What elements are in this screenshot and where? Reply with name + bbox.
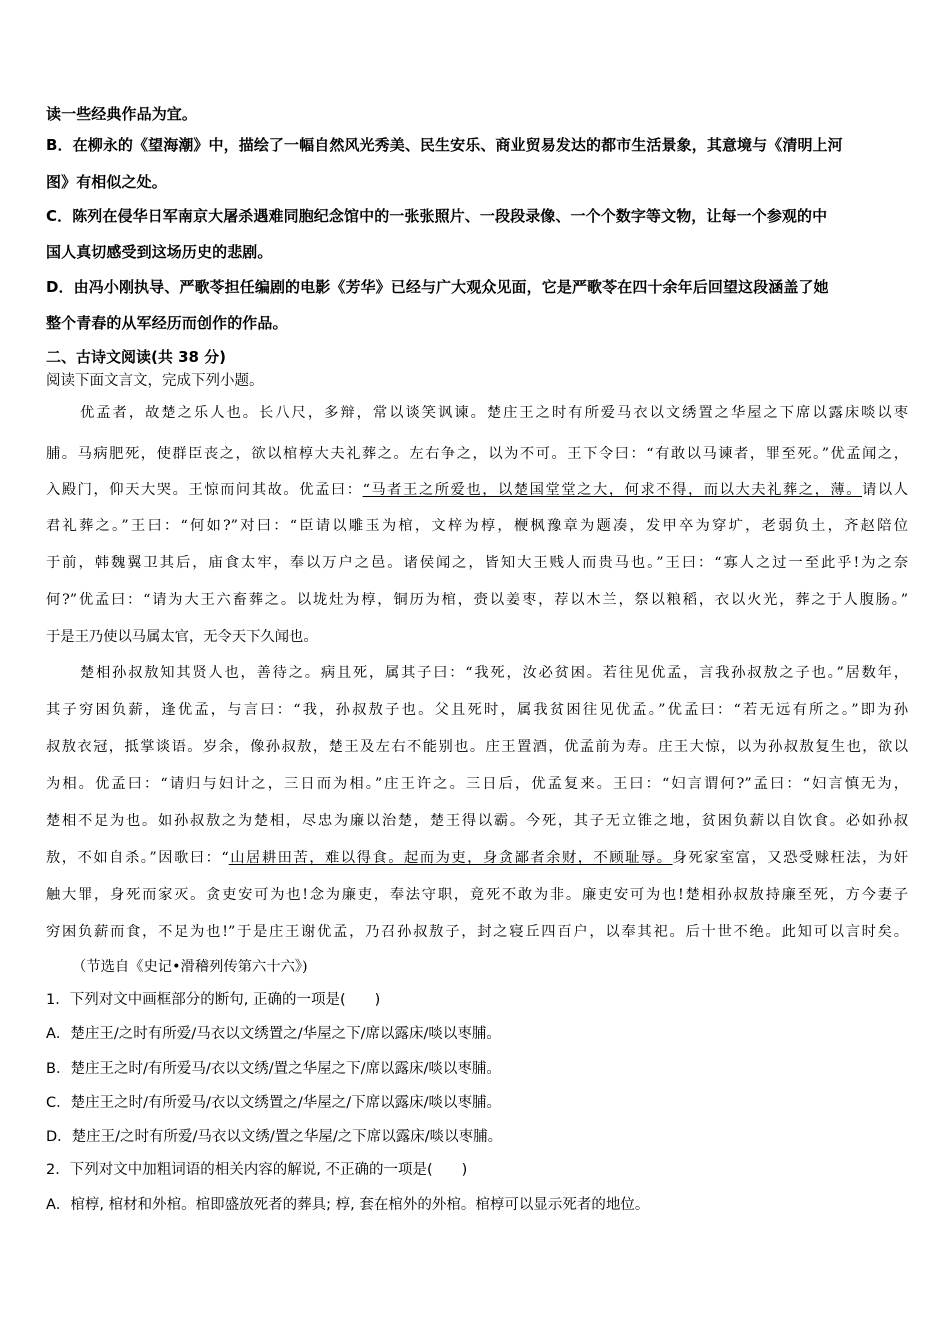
- option-b-line2: 图》有相似之处。: [46, 173, 167, 191]
- question-1-option-d[interactable]: D．楚庄王/之时有所爱/马衣以文绣/置之华屋/之下席以露床/啖以枣脯。: [46, 1129, 503, 1145]
- question-2: 2．下列对文中加粗词语的相关内容的解说, 不正确的一项是( ): [46, 1162, 468, 1178]
- passage-p1-line4: 君礼葬之。”王曰：“何如?”对曰：“臣请以雕玉为棺，文梓为椁，楩枫豫章为题凑，发甲卒为穿圹，老弱负土，齐赵陪位: [46, 518, 908, 534]
- option-d-line2: 整个青春的从军经历而创作的作品。: [46, 314, 288, 332]
- option-b-line1: B．在柳永的《望海潮》中，描绘了一幅自然风光秀美、民生安乐、商业贸易发达的都市生活景象，其意境与《清明上河: [46, 136, 843, 154]
- passage-p2-line2: 其子穷困负薪，逢优孟，与言曰：“我，孙叔敖子也。父且死时，属我贫困往见优孟。”优孟曰：“若无远有所之。”即为孙: [46, 702, 908, 718]
- passage-p1-line3: 入殿门，仰天大哭。王惊而问其故。优孟曰：“马者王之所爱也，以楚国堂堂之大，何求不得，而以大夫礼葬之，薄。请以人: [46, 482, 909, 498]
- passage-p2-line3: 叔敖衣冠，抵掌谈语。岁余，像孙叔敖，楚王及左右不能别也。庄王置酒，优孟前为寿。庄王大惊，以为孙叔敖复生也，欲以: [46, 739, 908, 755]
- option-a-tail: 读一些经典作品为宜。: [46, 105, 198, 123]
- passage-p2-line7: 触大罪，身死而家灭。贪吏安可为也!念为廉吏，奉法守职，竟死不敢为非。廉吏安可为也!楚相孙叔敖持廉至死，方今妻子: [46, 887, 908, 903]
- question-1-option-c[interactable]: C．楚庄王之时/有所爱马/衣以文绣置之/华屋之/下席以露床/啖以枣脯。: [46, 1095, 502, 1111]
- section-title: 二、古诗文阅读(共 38 分): [46, 348, 227, 366]
- passage-p1-line7: 于是王乃使以马属太官，无令天下久闻也。: [46, 629, 318, 645]
- question-1-option-a[interactable]: A．楚庄王/之时有所爱/马衣以文绣置之/华屋之下/席以露床/啖以枣脯。: [46, 1026, 501, 1042]
- passage-p1-line1: 优孟者，故楚之乐人也。长八尺，多辩，常以谈笑讽谏。楚庄王之时有所爱马衣以文绣置之华屋之下席以露床啖以枣: [80, 405, 908, 421]
- passage-p2-line4: 为相。优孟曰：“请归与妇计之，三日而为相。”庄王许之。三日后，优孟复来。王曰：“妇言谓何?”孟曰：“妇言慎无为，: [46, 776, 908, 792]
- passage-p1-line6: 何?”优孟曰：“请为大王六畜葬之。以垅灶为椁，铜历为棺，赍以姜枣，荐以木兰，祭以粮稻，衣以火光，葬之于人腹肠。”: [46, 592, 908, 608]
- option-c-line2: 国人真切感受到这场历史的悲剧。: [46, 243, 273, 261]
- passage-p1-line5: 于前，韩魏翼卫其后，庙食太牢，奉以万户之邑。诸侯闻之，皆知大王贱人而贵马也。”王曰：“寡人之过一至此乎!为之奈: [46, 555, 908, 571]
- option-d-line1: D．由冯小刚执导、严歌苓担任编剧的电影《芳华》已经与广大观众见面，它是严歌苓在四十余年后回望这段涵盖了她: [46, 278, 829, 296]
- passage-p2-line5: 楚相不足为也。如孙叔敖之为楚相，尽忠为廉以治楚，楚王得以霸。今死，其子无立锥之地，贫困负薪以自饮食。必如孙叔: [46, 813, 908, 829]
- boxed-sentence-1: “马者王之所爱也，以楚国堂堂之大，何求不得，而以大夫礼葬之，薄。: [362, 482, 863, 498]
- passage-p1-line2: 脯。马病肥死，使群臣丧之，欲以棺椁大夫礼葬之。左右争之，以为不可。王下令曰：“有敢以马谏者，罪至死。”优孟闻之，: [46, 446, 908, 462]
- section-instruction: 阅读下面文言文，完成下列小题。: [46, 373, 264, 389]
- passage-source: （节选自《史记•滑稽列传第六十六》): [72, 959, 308, 975]
- option-c-line1: C．陈列在侵华日军南京大屠杀遇难同胞纪念馆中的一张张照片、一段段录像、一个个数字等文物，让每一个参观的中: [46, 207, 828, 225]
- passage-p2-line1: 楚相孙叔敖知其贤人也，善待之。病且死，属其子曰：“我死，汝必贫困。若往见优孟，言我孙叔敖之子也。”居数年，: [80, 665, 908, 681]
- boxed-sentence-2: 山居耕田苦，难以得食。起而为吏，身贪鄙者余财，不顾耻辱。: [228, 850, 673, 866]
- question-1: 1．下列对文中画框部分的断句, 正确的一项是( ): [46, 992, 381, 1008]
- question-1-option-b[interactable]: B．楚庄王之时/有所爱马/衣以文绣/置之华屋之下/席以露床/啖以枣脯。: [46, 1061, 501, 1077]
- passage-p2-line8: 穷困负薪而食，不足为也!”于是庄王谢优孟，乃召孙叔敖子，封之寝丘四百户，以奉其祀。后十世不绝。此知可以言时矣。: [46, 924, 908, 940]
- question-2-option-a[interactable]: A．棺椁, 棺材和外棺。棺即盛放死者的葬具; 椁, 套在棺外的外棺。棺椁可以显示死者的地位。: [46, 1197, 650, 1213]
- passage-p2-line6: 敖，不如自杀。”因歌曰：“山居耕田苦，难以得食。起而为吏，身贪鄙者余财，不顾耻辱。身死家室富，又恐受赇枉法，为奸: [46, 850, 908, 866]
